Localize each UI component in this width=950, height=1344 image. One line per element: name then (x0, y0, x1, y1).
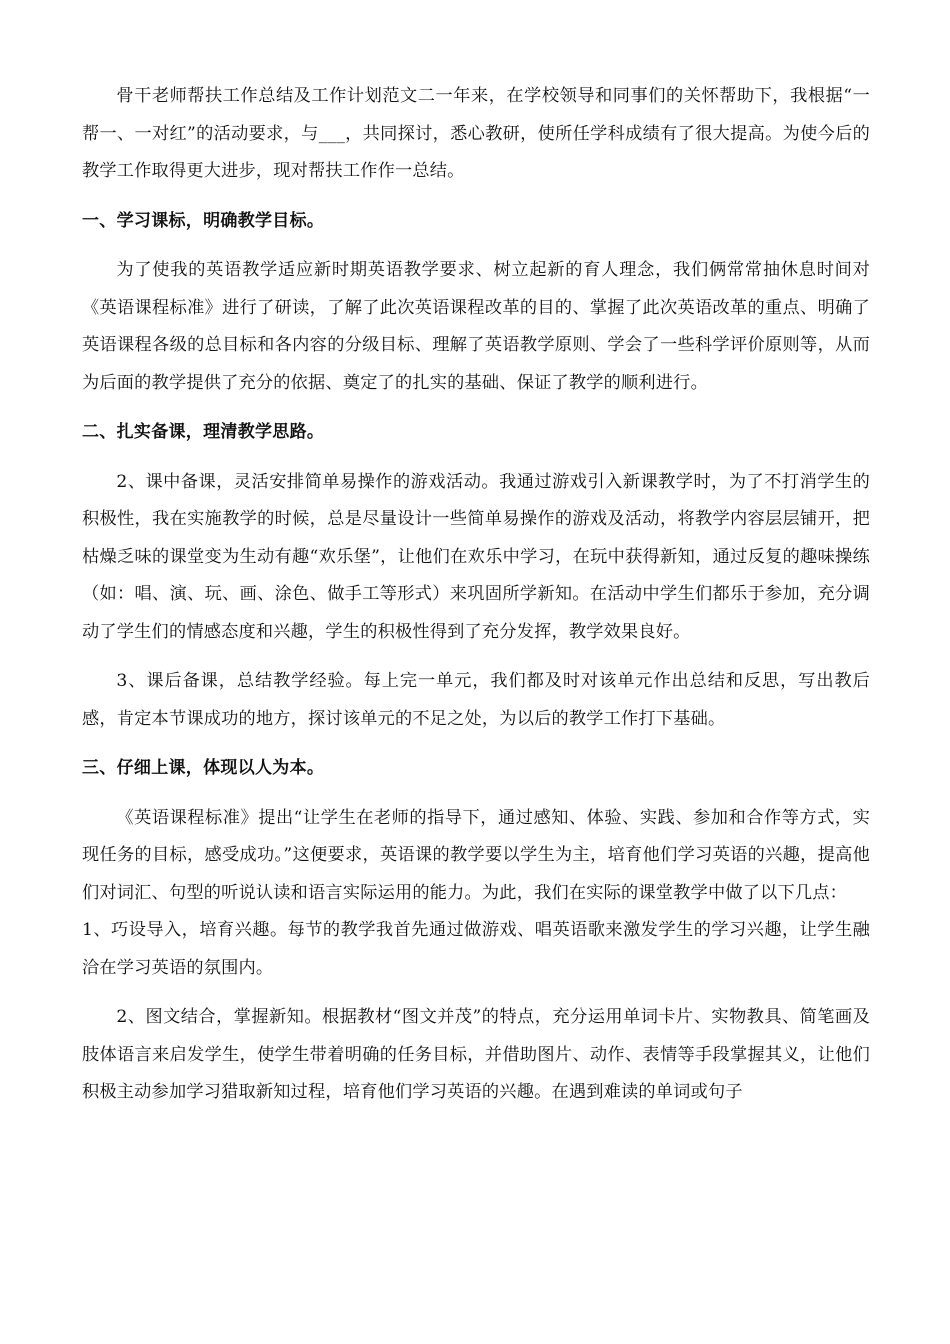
section-1-paragraph: 为了使我的英语教学适应新时期英语教学要求、树立起新的育人理念，我们俩常常抽休息时间对《英语课程标准》进行了研读，了解了此次英语课程改革的目的、掌握了此次英语改革的重点、明确了英语课程各级的总目标和各内容的分级目标、理解了英语教学原则、学会了一些科学评价原则等，从而为后面的教学提供了充分的依据、奠定了的扎实的基础、保证了教学的顺利进行。 (82, 260, 870, 393)
section-2-paragraph-2: 3、课后备课，总结教学经验。每上完一单元，我们都及时对该单元作出总结和反思，写出教后感，肯定本节课成功的地方，探讨该单元的不足之处，为以后的教学工作打下基础。 (82, 671, 870, 729)
section-3-heading: 三、仔细上课，体现以人为本。 (82, 758, 325, 778)
section-3-paragraph-3: 2、图文结合，掌握新知。根据教材“图文并茂”的特点，充分运用单词卡片、实物教具、简笔画及肢体语言来启发学生，使学生带着明确的任务目标，并借助图片、动作、表情等手段掌握其义，让他们积极主动参加学习猎取新知过程，培育他们学习英语的兴趣。在遇到难读的单词或句子 (82, 1007, 870, 1102)
section-3-paragraph-2: 1、巧设导入，培育兴趣。每节的教学我首先通过做游戏、唱英语歌来激发学生的学习兴趣，让学生融洽在学习英语的氛围内。 (82, 920, 870, 978)
section-3-paragraph-1: 《英语课程标准》提出“让学生在老师的指导下，通过感知、体验、实践、参加和合作等方式，实现任务的目标，感受成功。”这便要求，英语课的教学要以学生为主，培育他们学习英语的兴趣，提高他们对词汇、句型的听说认读和语言实际运用的能力。为此，我们在实际的课堂教学中做了以下几点： (82, 807, 870, 903)
section-2-heading: 二、扎实备课，理清教学思路。 (82, 422, 325, 442)
document-page (82, 78, 870, 1112)
intro-paragraph: 骨干老师帮扶工作总结及工作计划范文二一年来，在学校领导和同事们的关怀帮助下，我根据“一帮一、一对红”的活动要求，与___，共同探讨，悉心教研，使所任学科成绩有了很大提高。为使今后的教学工作取得更大进步，现对帮扶工作作一总结。 (82, 86, 870, 181)
section-2-paragraph-1: 2、课中备课，灵活安排简单易操作的游戏活动。我通过游戏引入新课教学时，为了不打消学生的积极性，我在实施教学的时候，总是尽量设计一些简单易操作的游戏及活动，将教学内容层层铺开，把枯燥乏味的课堂变为生动有趣“欢乐堡”，让他们在欢乐中学习，在玩中获得新知，通过反复的趣味操练（如：唱、演、玩、画、涂色、做手工等形式）来巩固所学新知。在活动中学生们都乐于参加，充分调动了学生们的情感态度和兴趣，学生的积极性得到了充分发挥，教学效果良好。 (82, 471, 870, 642)
section-1-heading: 一、学习课标，明确教学目标。 (82, 210, 325, 231)
